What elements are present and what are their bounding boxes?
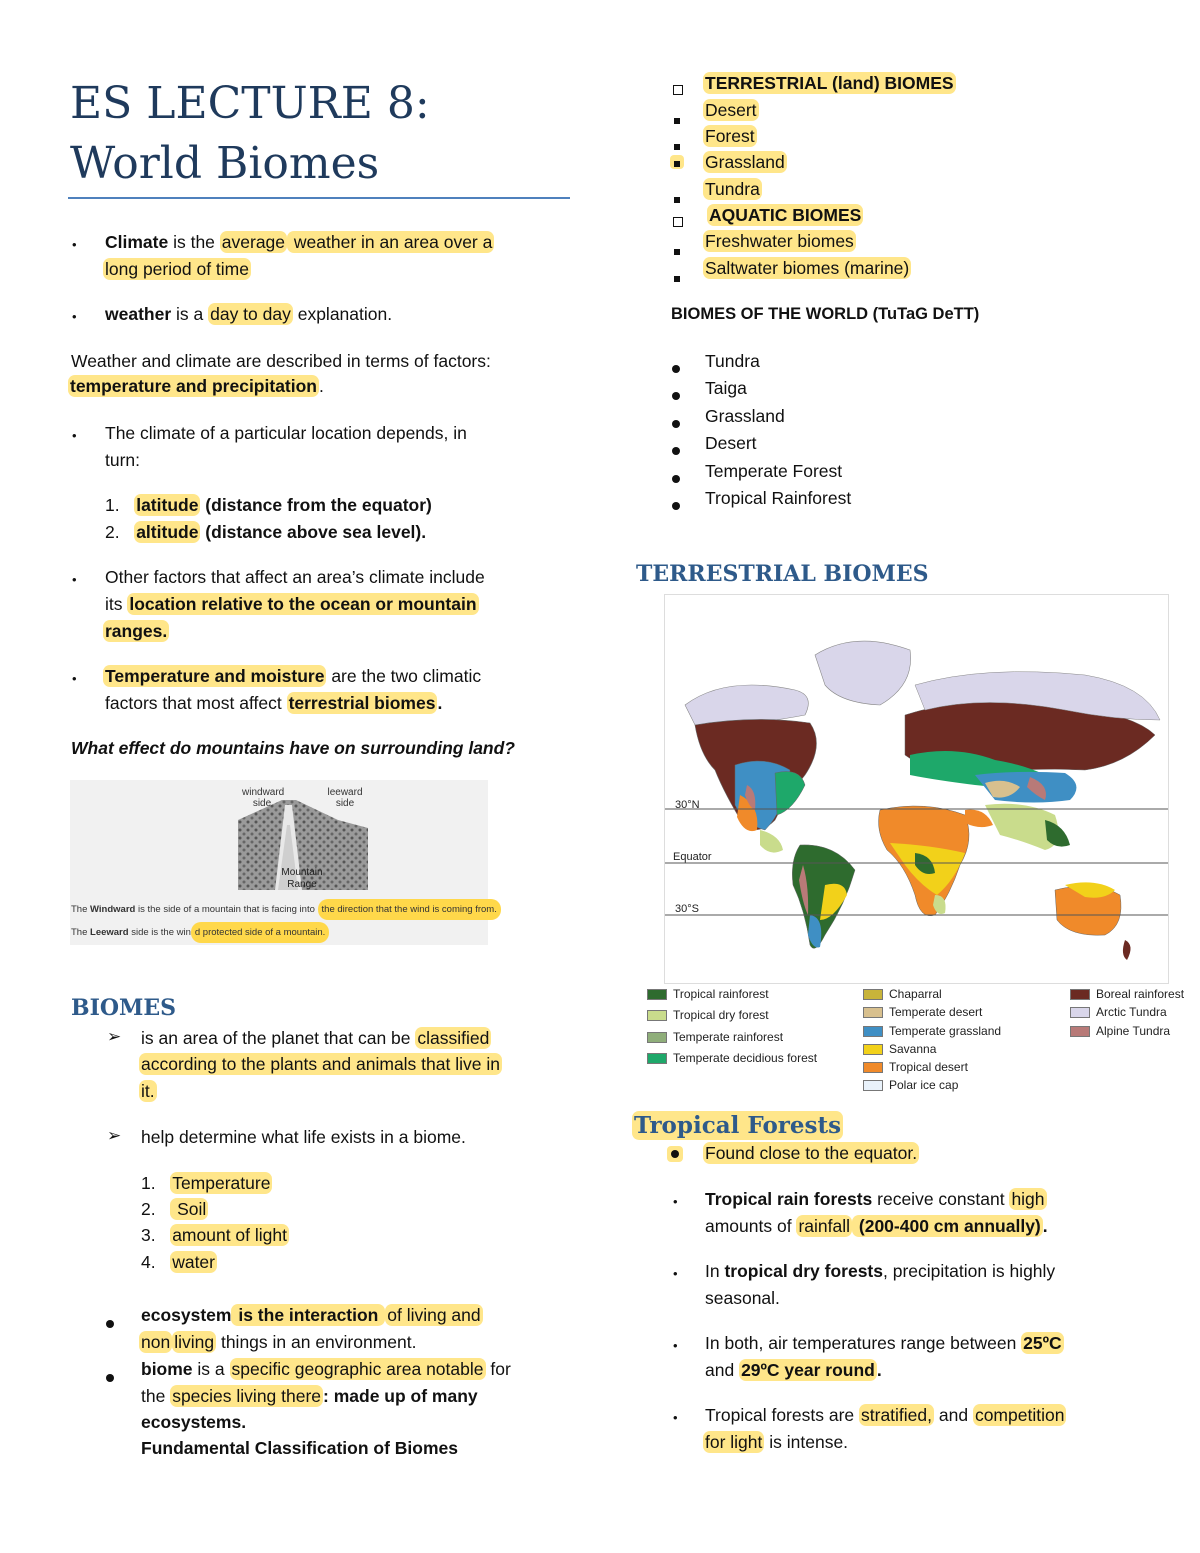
tropical-dry-line-1: In tropical dry forests, precipitation is highly (705, 1261, 1056, 1281)
legend-swatch (647, 1053, 667, 1064)
bullet-icon: • (673, 1266, 678, 1281)
legend-label: Savanna (889, 1042, 937, 1056)
stratified-line-1: Tropical forests are stratified, and competition (705, 1405, 1065, 1425)
legend-item (647, 1051, 817, 1065)
ecosystem-line-2: non living things in an environment. (141, 1332, 417, 1352)
legend-label: Temperate desert (889, 1005, 983, 1019)
depends-line-2: turn: (105, 450, 141, 470)
world-item-grassland: Grassland (705, 406, 785, 426)
square-bullet-icon (674, 108, 680, 129)
temperature-line-1: In both, air temperatures range between 25ºC (705, 1333, 1062, 1353)
legend-swatch (647, 1010, 667, 1021)
legend-item (863, 1042, 936, 1056)
legend-label: Tropical dry forest (673, 1008, 769, 1022)
bullet-icon: • (673, 1410, 678, 1425)
other-line-1: Other factors that affect an area’s climate include (105, 567, 485, 587)
square-bullet-icon (670, 155, 684, 169)
legend-label: Arctic Tundra (1096, 1005, 1167, 1019)
list-item-latitude: 1. latitude (distance from the equator) (105, 495, 432, 515)
world-biomes-heading: BIOMES OF THE WORLD (TuTaG DeTT) (671, 305, 980, 323)
latitude-30n-label: 30°N (675, 799, 700, 811)
terrestrial-heading: TERRESTRIAL (land) BIOMES (705, 73, 954, 93)
ecosystem-line-1: ecosystem is the interaction of living and (141, 1305, 481, 1325)
bullet-icon: • (72, 237, 77, 252)
legend-swatch (1070, 1026, 1090, 1037)
climate-line-2: long period of time (105, 259, 249, 279)
square-bullet-icon (674, 187, 680, 208)
list-item-soil: 2. Soil (141, 1199, 207, 1219)
world-item-temperate-forest: Temperate Forest (705, 461, 843, 481)
latitude-30s-label: 30°S (675, 903, 699, 915)
legend-item (647, 1030, 783, 1044)
world-item-taiga: Taiga (705, 378, 747, 398)
legend-label: Chaparral (889, 987, 942, 1001)
windward-caption: The Windward is the side of a mountain that is facing into the direction that the wind is coming from. (71, 904, 501, 915)
legend-label: Tropical desert (889, 1060, 968, 1074)
climate-line-1: Climate is the average weather in an area over a (105, 232, 493, 252)
bullet-icon: • (72, 671, 77, 686)
dot-bullet-icon (672, 357, 680, 378)
legend-label: Alpine Tundra (1096, 1024, 1171, 1038)
legend-item (647, 987, 769, 1001)
dot-bullet-icon (672, 467, 680, 488)
list-item-altitude: 2. altitude (distance above sea level). (105, 522, 427, 542)
world-biome-map (664, 594, 1169, 984)
tropical-rain-line-2: amounts of rainfall (200-400 cm annually) . (705, 1216, 1048, 1236)
legend-item (863, 1078, 958, 1092)
stratified-line-2: for light is intense. (705, 1432, 849, 1452)
world-item-tundra: Tundra (705, 351, 760, 371)
bullet-icon: • (72, 428, 77, 443)
legend-swatch (863, 1062, 883, 1073)
square-bullet-icon (674, 134, 680, 155)
tropical-line-equator: Found close to the equator. (705, 1143, 918, 1163)
mountain-figure (70, 780, 497, 945)
leeward-caption: The Leeward side is the win d protected side of a mountain. (71, 927, 329, 938)
square-bullet-icon (674, 266, 680, 287)
legend-item (647, 1008, 769, 1022)
biome-line-2: the species living there : made up of many (141, 1386, 478, 1406)
bullet-icon: • (72, 572, 77, 587)
legend-swatch (647, 989, 667, 1000)
terrestrial-biomes-title: TERRESTRIAL BIOMES (636, 561, 929, 587)
legend-swatch (1070, 989, 1090, 1000)
arrow-bullet-icon: ➢ (107, 1027, 122, 1046)
tropical-dry-line-2: seasonal. (705, 1288, 780, 1308)
title-line-1: ES LECTURE 8: (70, 78, 430, 129)
aqua-item-freshwater: Freshwater biomes (705, 231, 854, 251)
tm-line-2: factors that most affect terrestrial biomes . (105, 693, 443, 713)
fundamental-classification: Fundamental Classification of Biomes (141, 1438, 458, 1458)
legend-label: Boreal rainforest (1096, 987, 1185, 1001)
legend-item (1070, 1005, 1167, 1019)
terr-item-grassland: Grassland (705, 152, 785, 172)
terr-item-forest: Forest (705, 126, 755, 146)
biomes-help-line: help determine what life exists in a biome. (141, 1127, 466, 1147)
legend-label: Polar ice cap (889, 1078, 959, 1092)
biomes-heading: BIOMES (71, 995, 177, 1021)
windward-label: windward side (242, 787, 285, 809)
dot-bullet-icon (672, 412, 680, 433)
mountain-range-label: Mountain Range (281, 867, 323, 890)
terr-item-desert: Desert (705, 100, 757, 120)
legend-label: Temperate rainforest (673, 1030, 784, 1044)
legend-label: Tropical rainforest (673, 987, 769, 1001)
dot-bullet-icon (667, 1146, 683, 1162)
square-bullet-icon (674, 239, 680, 260)
bullet-icon: • (673, 1194, 678, 1209)
weather-line: weather is a day to day explanation. (105, 304, 393, 324)
legend-swatch (863, 1007, 883, 1018)
checkbox-icon (673, 211, 683, 232)
biomes-def-line-1: is an area of the planet that can be classified (141, 1028, 490, 1048)
legend-swatch (863, 1080, 883, 1091)
biomes-def-line-2: according to the plants and animals that live in (141, 1054, 500, 1074)
checkbox-icon (673, 79, 683, 100)
legend-item (863, 987, 942, 1001)
legend-swatch (863, 1026, 883, 1037)
arrow-bullet-icon: ➢ (107, 1126, 122, 1145)
other-line-2: its location relative to the ocean or mountain (105, 594, 477, 614)
title-line-2: World Biomes (70, 138, 380, 189)
legend-item (1070, 1024, 1170, 1038)
legend-swatch (1070, 1007, 1090, 1018)
world-item-tropical-rainforest: Tropical Rainforest (705, 488, 852, 508)
list-item-temperature: 1. Temperature (141, 1173, 271, 1193)
tropical-rain-line-1: Tropical rain forests receive constant high (705, 1189, 1045, 1209)
legend-swatch (647, 1032, 667, 1043)
tm-line-1: Temperature and moisture are the two climatic (105, 666, 482, 686)
other-line-3: ranges. (105, 621, 168, 641)
temperature-line-2: and 29ºC year round . (705, 1360, 882, 1380)
leeward-label: leeward side (327, 787, 363, 809)
biome-line-3: ecosystems. (141, 1412, 247, 1432)
bullet-icon: • (72, 309, 77, 324)
world-map-graphic (665, 595, 1168, 983)
factors-line-2: temperature and precipitation . (70, 376, 324, 396)
tropical-forests-heading: Tropical Forests (634, 1112, 842, 1139)
equator-label: Equator (673, 851, 712, 863)
legend-item (863, 1024, 1001, 1038)
legend-swatch (863, 1044, 883, 1055)
legend-item (1070, 987, 1184, 1001)
bullet-icon: • (673, 1338, 678, 1353)
legend-swatch (863, 989, 883, 1000)
legend-label: Temperate decidious forest (673, 1051, 818, 1065)
legend-label: Temperate grassland (889, 1024, 1002, 1038)
list-item-light: 3. amount of light (141, 1225, 287, 1245)
terr-item-tundra: Tundra (705, 179, 760, 199)
aqua-item-saltwater: Saltwater biomes (marine) (705, 258, 910, 278)
title-rule (68, 197, 570, 199)
dot-bullet-icon (672, 384, 680, 405)
legend-item (863, 1060, 968, 1074)
dot-bullet-icon (672, 494, 680, 515)
factors-line-1: Weather and climate are described in terms of factors: (71, 351, 491, 371)
biomes-def-line-3: it. (141, 1081, 155, 1101)
dot-bullet-icon (672, 439, 680, 460)
list-item-water: 4. water (141, 1252, 215, 1272)
aquatic-heading: AQUATIC BIOMES (709, 205, 862, 225)
dot-bullet-icon (106, 1312, 114, 1333)
legend-item (863, 1005, 982, 1019)
biome-line-1: biome is a specific geographic area notable for (141, 1359, 511, 1379)
page-title (70, 74, 430, 194)
depends-line-1: The climate of a particular location depends, in (105, 423, 467, 443)
world-item-desert: Desert (705, 433, 757, 453)
question-text: What effect do mountains have on surrounding land? (71, 738, 515, 758)
dot-bullet-icon (106, 1366, 114, 1387)
